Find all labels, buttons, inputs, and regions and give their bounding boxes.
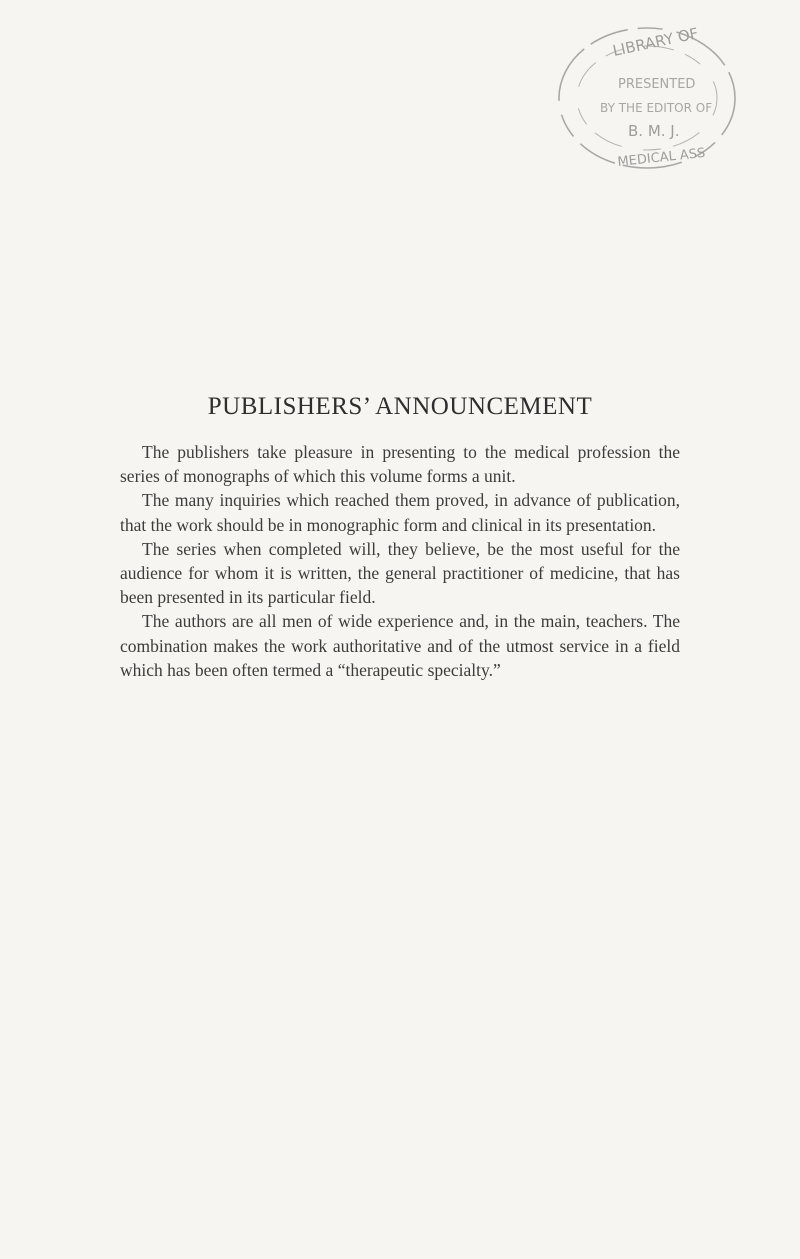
svg-text:LIBRARY OF: LIBRARY OF: [611, 24, 700, 60]
page-title: PUBLISHERS’ ANNOUNCEMENT: [207, 393, 593, 420]
svg-text:BY THE EDITOR OF: BY THE EDITOR OF: [600, 101, 713, 115]
library-stamp-graphic: [552, 20, 742, 180]
svg-text:PRESENTED: PRESENTED: [618, 77, 696, 92]
paragraph: The authors are all men of wide experience and, in the main, teachers. The combination makes the work authoritative and of the utmost service in a field which has been often termed a “therapeutic specialty.”: [120, 611, 680, 680]
paragraph: The many inquiries which reached them proved, in advance of publication, that the work should be in monographic form and clinical in its presentation.: [120, 490, 680, 535]
paragraph: The publishers take pleasure in presenting to the medical profession the series of monographs of which this volume forms a unit.: [120, 442, 680, 487]
svg-text:MEDICAL ASS: MEDICAL ASS: [616, 145, 706, 170]
paragraph: The series when completed will, they believe, be the most useful for the audience for whom it is written, the general practitioner of medicine, that has been presented in its particular field.: [120, 538, 680, 608]
announcement-body: [120, 440, 680, 682]
library-stamp: [552, 20, 742, 180]
svg-text:B. M. J.: B. M. J.: [628, 122, 680, 140]
